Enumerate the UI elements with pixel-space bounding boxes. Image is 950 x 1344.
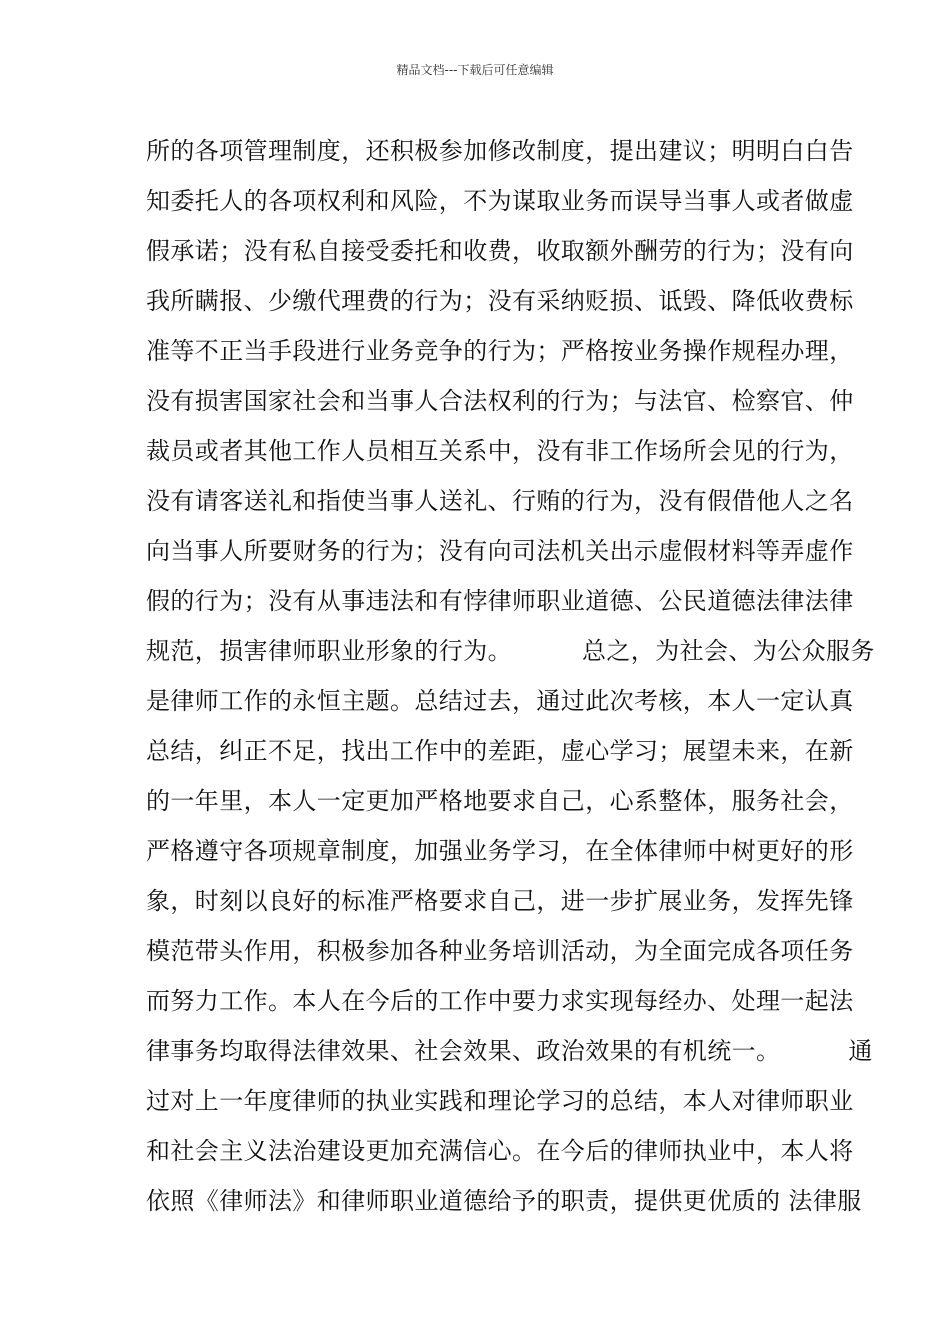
text-line xyxy=(146,1026,873,1076)
text-line: 总结，纠正不足，找出工作中的差距，虚心学习；展望未来，在新 xyxy=(146,737,854,765)
text-segment: 通 xyxy=(848,1037,873,1065)
text-line: 所的各项管理制度，还积极参加修改制度，提出建议；明明白白告 xyxy=(146,137,854,165)
text-line: 假承诺；没有私自接受委托和收费，收取额外酬劳的行为；没有向 xyxy=(146,237,854,265)
text-line: 过对上一年度律师的执业实践和理论学习的总结，本人对律师职业 xyxy=(146,1087,854,1115)
text-line: 没有损害国家社会和当事人合法权利的行为；与法官、检察官、仲 xyxy=(146,387,854,415)
text-line: 没有请客送礼和指使当事人送礼、行贿的行为，没有假借他人之名 xyxy=(146,487,854,515)
text-segment: 总之，为社会、为公众服务 xyxy=(582,637,875,665)
text-line: 和社会主义法治建设更加充满信心。在今后的律师执业中，本人将 xyxy=(146,1137,854,1165)
text-line: 象，时刻以良好的标准严格要求自己，进一步扩展业务，发挥先锋 xyxy=(146,887,854,915)
text-line: 严格遵守各项规章制度，加强业务学习，在全体律师中树更好的形 xyxy=(146,837,854,865)
text-segment: 律事务均取得法律效果、社会效果、政治效果的有机统一。 xyxy=(146,1037,781,1065)
document-body xyxy=(146,126,875,1226)
text-line: 依照《律师法》和律师职业道德给予的职责，提供更优质的 法律服 xyxy=(146,1187,862,1215)
text-segment: 规范，损害律师职业形象的行为。 xyxy=(146,637,512,665)
text-line: 而努力工作。本人在今后的工作中要力求实现每经办、处理一起法 xyxy=(146,987,854,1015)
text-line: 假的行为；没有从事违法和有悖律师职业道德、公民道德法律法律 xyxy=(146,587,854,615)
page-header: 精品文档---下载后可任意编辑 xyxy=(396,63,554,77)
text-line: 是律师工作的永恒主题。总结过去，通过此次考核，本人一定认真 xyxy=(146,687,854,715)
text-line: 裁员或者其他工作人员相互关系中，没有非工作场所会见的行为， xyxy=(146,437,854,465)
text-line: 模范带头作用，积极参加各种业务培训活动，为全面完成各项任务 xyxy=(146,937,854,965)
text-line: 准等不正当手段进行业务竞争的行为；严格按业务操作规程办理， xyxy=(146,337,854,365)
text-line: 向当事人所要财务的行为；没有向司法机关出示虚假材料等弄虚作 xyxy=(146,537,854,565)
text-line xyxy=(146,626,875,676)
text-line: 知委托人的各项权利和风险，不为谋取业务而误导当事人或者做虚 xyxy=(146,187,854,215)
text-line: 的一年里，本人一定更加严格地要求自己，心系整体，服务社会， xyxy=(146,787,854,815)
text-line: 我所瞒报、少缴代理费的行为；没有采纳贬损、诋毁、降低收费标 xyxy=(146,287,854,315)
